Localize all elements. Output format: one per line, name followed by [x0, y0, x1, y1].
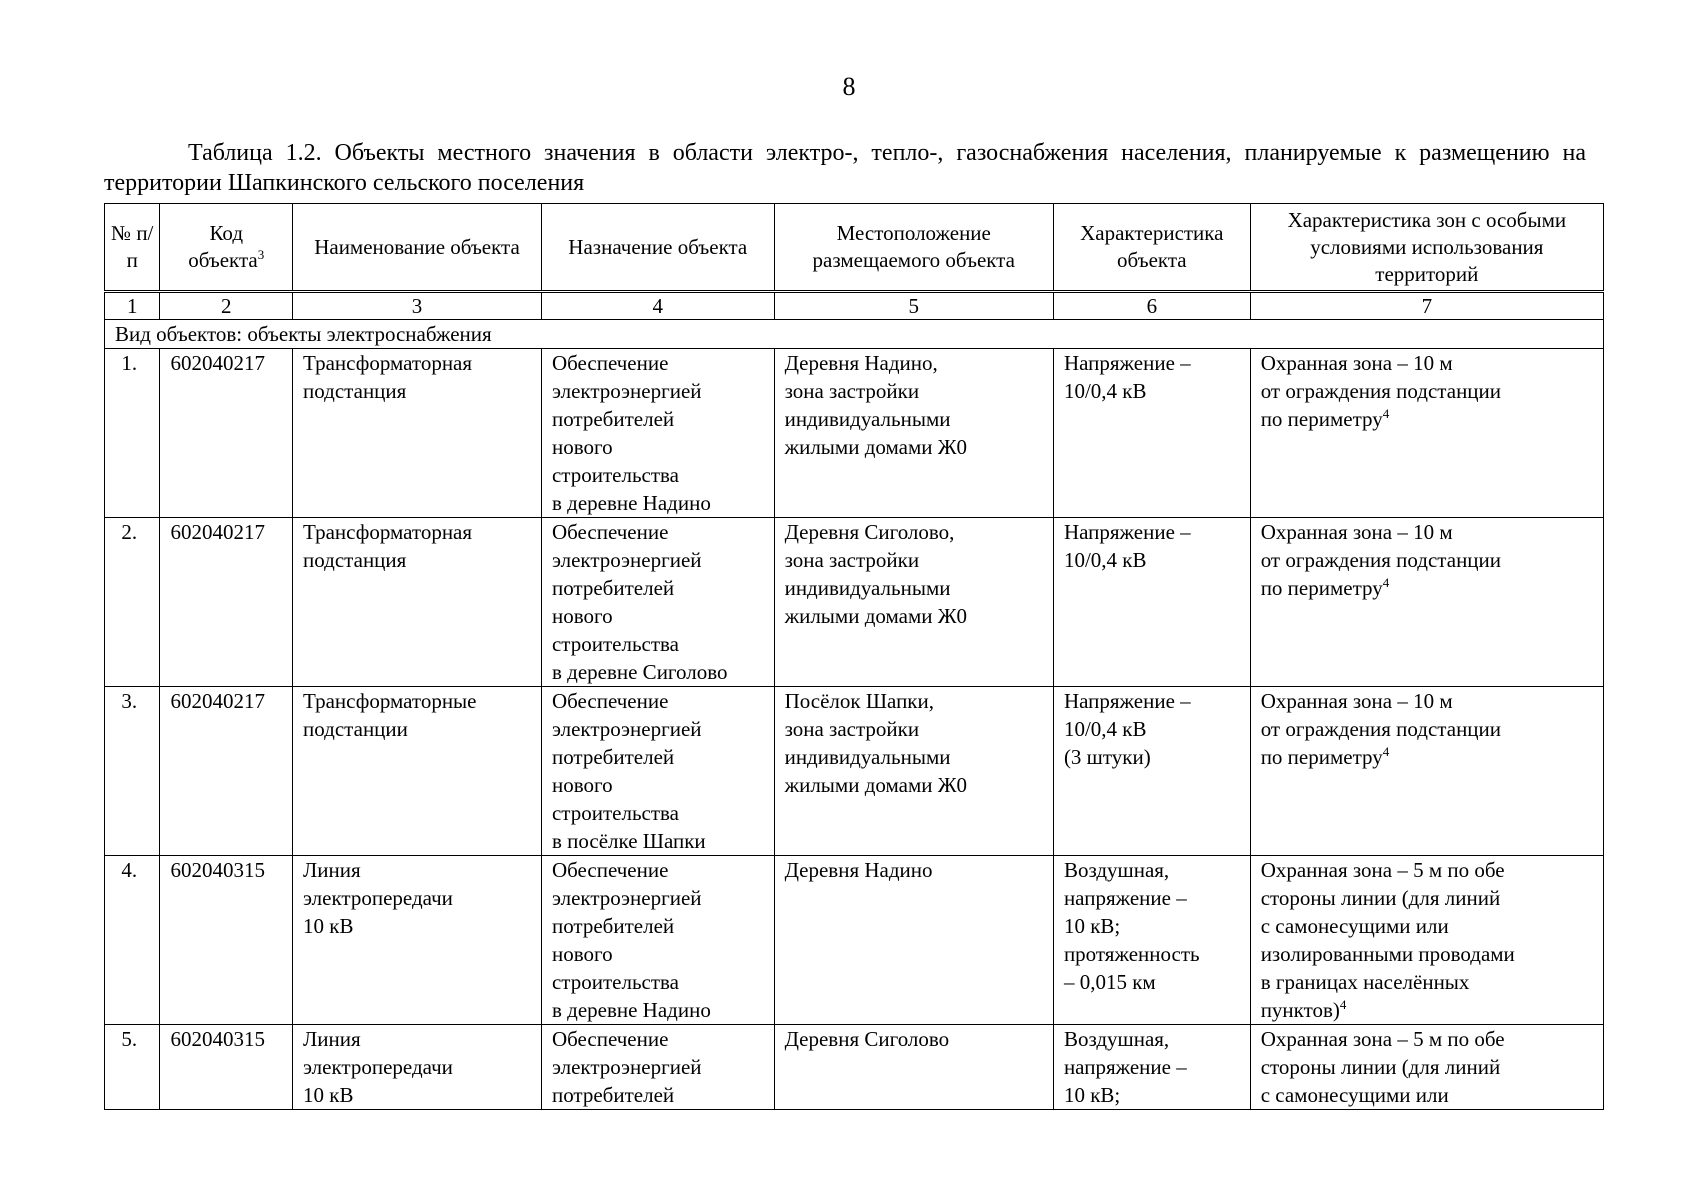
cell-num	[105, 518, 160, 687]
footnote-ref-4: 4	[1382, 744, 1390, 759]
cell-num-text: 2.	[121, 520, 138, 544]
cell-name-text: Трансформаторная подстанция	[303, 520, 473, 572]
cell-num	[105, 856, 160, 1025]
cell-code-text: 602040315	[170, 1027, 265, 1051]
cell-name-text: Трансформаторные подстанции	[303, 689, 477, 741]
cell-name	[293, 687, 542, 856]
cell-purpose-text: Обеспечение электроэнергией потребителей нового строительства в деревне Сиголово	[551, 520, 728, 684]
section-row	[105, 320, 1604, 349]
cell-code-text: 602040217	[170, 520, 265, 544]
header-characteristic: Характеристика объекта	[1053, 204, 1250, 292]
cell-location-text: Деревня Сиголово	[784, 1027, 950, 1051]
cell-name-text: Линия электропередачи 10 кВ	[303, 1027, 453, 1107]
cell-zones-text: Охранная зона – 10 м от ограждения подстанции по периметру	[1260, 520, 1502, 600]
cell-location-text: Деревня Надино	[784, 858, 933, 882]
cell-code	[160, 687, 293, 856]
cell-zones	[1250, 349, 1603, 518]
cell-num-text: 4.	[121, 858, 138, 882]
cell-zones-text: Охранная зона – 10 м от ограждения подстанции по периметру	[1260, 351, 1502, 431]
column-number: 3	[293, 292, 542, 320]
cell-characteristic-text: Воздушная, напряжение – 10 кВ;	[1063, 1027, 1187, 1107]
cell-characteristic	[1053, 856, 1250, 1025]
cell-code-text: 602040217	[170, 351, 265, 375]
cell-code-text: 602040217	[170, 689, 265, 713]
cell-characteristic	[1053, 518, 1250, 687]
cell-code-text: 602040315	[170, 858, 265, 882]
table-row	[105, 856, 1604, 1025]
table-caption	[104, 138, 1586, 198]
cell-code	[160, 518, 293, 687]
cell-purpose-text: Обеспечение электроэнергией потребителей нового строительства в деревне Надино	[551, 351, 711, 515]
header-name: Наименование объекта	[293, 204, 542, 292]
column-number: 5	[774, 292, 1053, 320]
column-number: 1	[105, 292, 160, 320]
column-number: 2	[160, 292, 293, 320]
header-location: Местоположение размещаемого объекта	[774, 204, 1053, 292]
cell-code	[160, 856, 293, 1025]
header-code: Код объекта$^3$	[160, 204, 293, 292]
cell-name	[293, 856, 542, 1025]
cell-characteristic	[1053, 349, 1250, 518]
cell-code	[160, 1025, 293, 1110]
objects-table	[104, 203, 1604, 1110]
cell-location	[774, 856, 1053, 1025]
caption-text: Таблица 1.2. Объекты местного значения в области электро-, тепло-, газоснабжения населения, планируемые к размещению на территории Шапкинского сельского поселения	[104, 140, 1586, 196]
table-row	[105, 1025, 1604, 1110]
cell-location	[774, 518, 1053, 687]
column-number: 4	[541, 292, 774, 320]
cell-characteristic-text: Напряжение – 10/0,4 кВ	[1063, 520, 1191, 572]
cell-location	[774, 349, 1053, 518]
cell-zones-text: Охранная зона – 5 м по обе стороны линии (для линий с самонесущими или	[1260, 1027, 1505, 1107]
column-numbering-row	[105, 292, 1604, 320]
section-title: Вид объектов: объекты электроснабжения	[105, 320, 1604, 349]
cell-zones	[1250, 518, 1603, 687]
cell-zones-text: Охранная зона – 5 м по обе стороны линии (для линий с самонесущими или изолированными проводами в границах населённых пунктов)	[1260, 858, 1515, 1022]
cell-location	[774, 1025, 1053, 1110]
column-number: 7	[1250, 292, 1603, 320]
cell-name-text: Линия электропередачи 10 кВ	[303, 858, 453, 938]
cell-num-text: 3.	[121, 689, 138, 713]
cell-purpose	[541, 856, 774, 1025]
cell-zones	[1250, 687, 1603, 856]
table-row	[105, 687, 1604, 856]
header-purpose: Назначение объекта	[541, 204, 774, 292]
cell-name	[293, 518, 542, 687]
cell-code	[160, 349, 293, 518]
cell-characteristic-text: Напряжение – 10/0,4 кВ	[1063, 351, 1191, 403]
cell-name-text: Трансформаторная подстанция	[303, 351, 473, 403]
cell-zones	[1250, 1025, 1603, 1110]
cell-name	[293, 1025, 542, 1110]
table-row	[105, 349, 1604, 518]
cell-purpose	[541, 1025, 774, 1110]
cell-num	[105, 349, 160, 518]
cell-purpose	[541, 687, 774, 856]
footnote-ref-4: 4	[1382, 406, 1390, 421]
cell-num	[105, 1025, 160, 1110]
cell-purpose	[541, 349, 774, 518]
footnote-ref-4: 4	[1382, 575, 1390, 590]
cell-characteristic	[1053, 1025, 1250, 1110]
cell-purpose-text: Обеспечение электроэнергией потребителей нового строительства в деревне Надино	[551, 858, 711, 1022]
table-row	[105, 518, 1604, 687]
cell-location-text: Посёлок Шапки, зона застройки индивидуальными жилыми домами Ж0	[784, 689, 968, 797]
column-number: 6	[1053, 292, 1250, 320]
cell-purpose	[541, 518, 774, 687]
cell-location-text: Деревня Надино, зона застройки индивидуальными жилыми домами Ж0	[784, 351, 968, 459]
page-number: 8	[842, 72, 856, 101]
header-zones: Характеристика зон с особыми условиями использования территорий	[1250, 204, 1603, 292]
cell-characteristic-text: Напряжение – 10/0,4 кВ (3 штуки)	[1063, 689, 1191, 769]
header-num: № п/п	[105, 204, 160, 292]
cell-num-text: 1.	[121, 351, 138, 375]
footnote-ref-4: 4	[1339, 997, 1347, 1012]
cell-zones-text: Охранная зона – 10 м от ограждения подстанции по периметру	[1260, 689, 1502, 769]
cell-purpose-text: Обеспечение электроэнергией потребителей	[551, 1027, 702, 1107]
header-row	[105, 204, 1604, 292]
cell-purpose-text: Обеспечение электроэнергией потребителей нового строительства в посёлке Шапки	[551, 689, 706, 853]
cell-characteristic	[1053, 687, 1250, 856]
cell-num-text: 5.	[121, 1027, 138, 1051]
footnote-ref-3: 3	[257, 247, 265, 262]
cell-characteristic-text: Воздушная, напряжение – 10 кВ; протяженность – 0,015 км	[1063, 858, 1200, 994]
cell-name	[293, 349, 542, 518]
cell-location-text: Деревня Сиголово, зона застройки индивидуальными жилыми домами Ж0	[784, 520, 968, 628]
cell-zones	[1250, 856, 1603, 1025]
cell-num	[105, 687, 160, 856]
cell-location	[774, 687, 1053, 856]
